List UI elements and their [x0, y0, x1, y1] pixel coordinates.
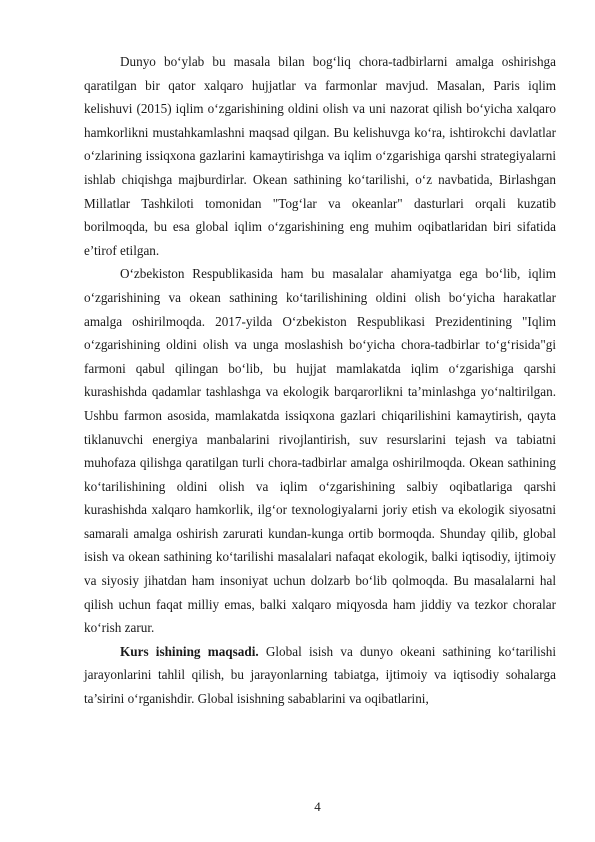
body-text: [84, 50, 556, 711]
paragraph-2-text: O‘zbekiston Respublikasida ham bu masalalar ahamiyatga ega bo‘lib, iqlim o‘zgarishining va okean sathining ko‘tarilishining oldini olish bo‘yicha harakatlar amalga oshirilmoqda. 2017-yilda O‘zbekiston Respublikasi Prezidentining "Iqlim o‘zgarishining oldini olish va unga moslashish bo‘yicha chora-tadbirlar to‘g‘risida"gi farmoni qabul qilingan bo‘lib, bu hujjat mamlakatda iqlim o‘zgarishiga qarshi kurashishda qadamlar tashlashga va ekologik barqarorlikni ta’minlashga yo‘naltirilgan. Ushbu farmon asosida, mamlakatda issiqxona gazlari chiqarilishini kamaytirish, qayta tiklanuvchi energiya manbalarini rivojlantirish, suv resurslarini tejash va tabiatni muhofaza qilishga qaratilgan turli chora-tadbirlar amalga oshirilmoqda. Okean sathining ko‘tarilishining oldini olish va iqlim o‘zgarishining salbiy oqibatlariga qarshi kurashishda xalqaro hamkorlik, ilg‘or texnologiyalarni joriy etish va ekologik siyosatni samarali amalga oshirish zarurati kundan-kunga ortib bormoqda. Shunday qilib, global isish va okean sathining ko‘tarilishi masalalari nafaqat ekologik, balki iqtisodiy, ijtimoiy va siyosiy jihatdan ham insoniyat uchun dolzarb bo‘lib qolmoqda. Bu masalalarni hal qilish uchun faqat milliy emas, balki xalqaro miqyosda ham jiddiy va tezkor choralar ko‘rish zarur.: [84, 266, 556, 636]
paragraph-3: [84, 640, 556, 711]
paragraph-1-text: Dunyo bo‘ylab bu masala bilan bog‘liq chora-tadbirlarni amalga oshirishga qaratilgan bir qator xalqaro hujjatlar va farmonlar mavjud. Masalan, Paris iqlim kelishuvi (2015) iqlim o‘zgarishining oldini olish va uni nazorat qilish bo‘yicha xalqaro hamkorlikni mustahkamlashni maqsad qilgan. Bu kelishuvga ko‘ra, ishtirokchi davlatlar o‘zlarining issiqxona gazlarini kamaytirishga va iqlim o‘zgarishiga qarshi strategiyalarni ishlab chiqishga majburdirlar. Okean sathining ko‘tarilishi, o‘z navbatida, Birlashgan Millatlar Tashkiloti tomonidan "Tog‘lar va okeanlar" dasturlari orqali kuzatib borilmoqda, bu esa global iqlim o‘zgarishining eng muhim oqibatlaridan biri sifatida e’tirof etilgan.: [84, 54, 556, 258]
paragraph-3-text: Global isish va dunyo okeani sathining ko‘tarilishi jarayonlarini tahlil qilish, bu jarayonlarning tabiatga, ijtimoiy va iqtisodiy sohalarga ta’sirini o‘rganishdir. Global isishning sabablarini va oqibatlarini,: [84, 643, 556, 707]
page-number: 4: [314, 799, 321, 814]
paragraph-1: [84, 50, 556, 262]
paragraph-2: [84, 262, 556, 640]
paragraph-3-lead: Kurs ishining maqsadi.: [120, 643, 259, 659]
